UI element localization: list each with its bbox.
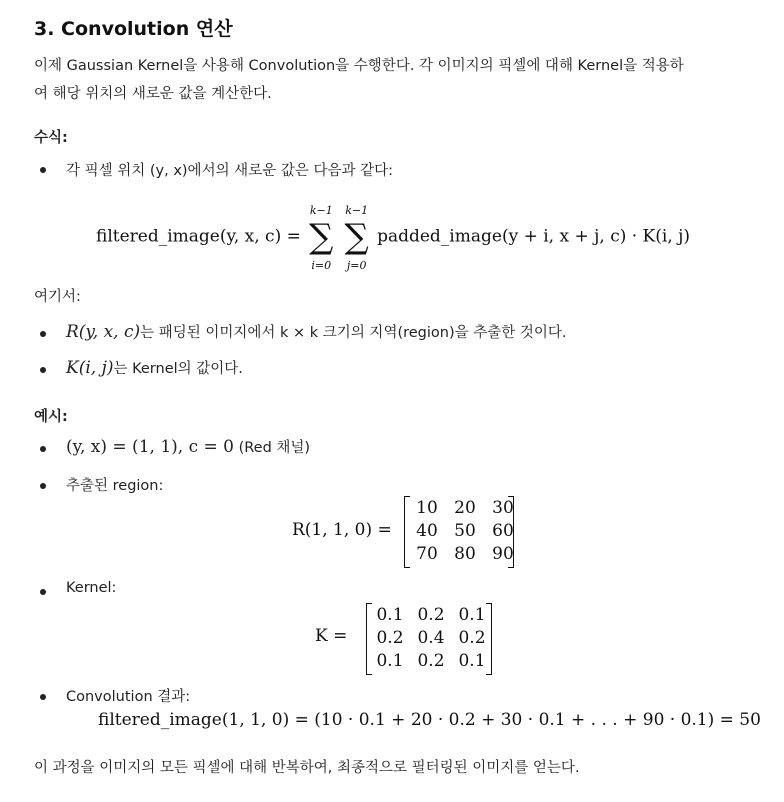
sigma-symbol: ∑: [344, 217, 369, 257]
example-label: 예시:: [34, 409, 68, 425]
region-matrix-label: R(1, 1, 0) =: [292, 520, 392, 540]
bullet-dot: [40, 483, 46, 489]
kernel-cell: 0.2: [417, 605, 445, 625]
right-bracket: [486, 603, 492, 675]
region-matrix-cells: [408, 498, 522, 567]
kernel-matrix-label: K =: [315, 626, 348, 646]
bullet-dot: [40, 589, 46, 595]
summation-j: [342, 204, 372, 272]
example-item-2: 추출된 region:: [66, 478, 164, 494]
region-cell: 60: [492, 521, 514, 541]
kernel-cell: 0.1: [458, 651, 486, 671]
kernel-cell: 0.1: [458, 605, 486, 625]
sum-j-lower: j=0: [346, 259, 367, 272]
formula-label: 수식:: [34, 130, 68, 146]
section-heading: 3. Convolution 연산: [34, 18, 233, 40]
kernel-cell: 0.1: [376, 651, 404, 671]
where-item-2-math: K(i, j): [66, 358, 114, 378]
where-item-1-math: R(y, x, c): [66, 322, 141, 342]
intro-paragraph: [34, 52, 684, 108]
sum-i-upper: k−1: [309, 204, 333, 217]
main-equation: [96, 204, 691, 272]
example-item-4: Convolution 결과:: [66, 689, 191, 705]
kernel-matrix: [366, 603, 492, 675]
region-cell: 50: [454, 521, 476, 541]
region-cell: 90: [492, 544, 514, 564]
region-cell: 40: [416, 521, 438, 541]
formula-bullet-text: 각 픽셀 위치 (y, x)에서의 새로운 값은 다음과 같다:: [66, 163, 393, 179]
region-cell: 10: [416, 498, 438, 518]
bullet-dot: [40, 694, 46, 700]
region-cell: 80: [454, 544, 476, 564]
kernel-matrix-cells: [370, 605, 492, 674]
bullet-dot: [40, 331, 46, 337]
kernel-cell: 0.2: [376, 628, 404, 648]
where-item-1: [66, 321, 567, 342]
where-label: 여기서:: [34, 289, 81, 305]
bullet-dot: [40, 446, 46, 452]
where-item-2-text: 는 Kernel의 값이다.: [113, 361, 243, 377]
sum-j-upper: k−1: [345, 204, 369, 217]
bullet-dot: [40, 167, 46, 173]
bullet-dot: [40, 367, 46, 373]
example-item-1-text: (Red 채널): [233, 440, 311, 456]
kernel-cell: 0.1: [376, 605, 404, 625]
sum-i-lower: i=0: [311, 259, 332, 272]
intro-line-1: 이제 Gaussian Kernel을 사용해 Convolution을 수행한다. 각 이미지의 픽셀에 대해 Kernel을 적용하: [34, 58, 684, 74]
kernel-cell: 0.2: [458, 628, 486, 648]
where-item-1-text: 는 패딩된 이미지에서 k × k 크기의 지역(region)을 추출한 것이다.: [140, 325, 567, 341]
sigma-symbol: ∑: [309, 217, 334, 257]
example-item-1: [66, 436, 310, 457]
region-cell: 30: [492, 498, 514, 518]
right-bracket: [508, 496, 514, 568]
region-matrix: [404, 496, 514, 568]
example-item-3: Kernel:: [66, 580, 117, 596]
example-item-1-math: (y, x) = (1, 1), c = 0: [66, 437, 234, 457]
summation-i: [306, 204, 336, 272]
region-cell: 20: [454, 498, 476, 518]
conclusion-text: 이 과정을 이미지의 모든 픽셀에 대해 반복하여, 최종적으로 필터링된 이미지를 얻는다.: [34, 760, 580, 776]
kernel-cell: 0.2: [417, 651, 445, 671]
equation-lhs: filtered_image(y, x, c) =: [96, 226, 301, 247]
intro-line-2: 여 해당 위치의 새로운 값을 계산한다.: [34, 86, 272, 102]
region-cell: 70: [416, 544, 438, 564]
result-equation: filtered_image(1, 1, 0) = (10 · 0.1 + 20 · 0.2 + 30 · 0.1 + . . . + 90 · 0.1) = 50: [98, 710, 761, 730]
where-item-2: [66, 357, 243, 378]
kernel-cell: 0.4: [417, 628, 445, 648]
equation-rhs: padded_image(y + i, x + j, c) · K(i, j): [377, 226, 691, 247]
